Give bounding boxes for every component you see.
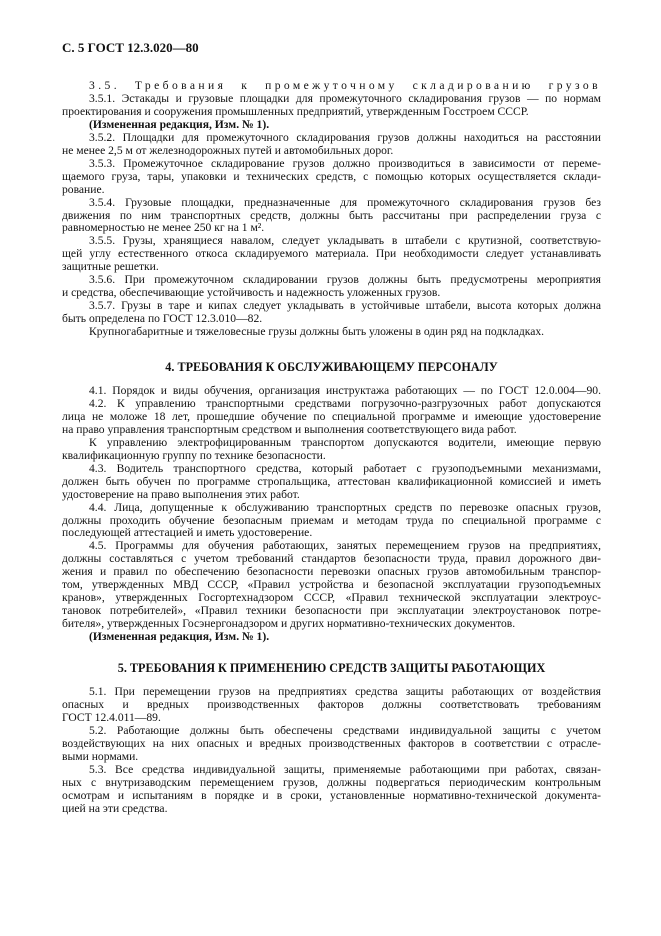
text-line: том, утвержденных МВД СССР, «Правил устройства и безопасной эксплуатации грузоподъемных [62, 578, 601, 592]
text-line: Крупногабаритные и тяжеловесные грузы должны быть уложены в один ряд на подкладках. [89, 325, 545, 339]
section-5-heading: 5. ТРЕБОВАНИЯ К ПРИМЕНЕНИЮ СРЕДСТВ ЗАЩИТЫ РАБОТАЮЩИХ [117, 661, 546, 675]
paragraph [62, 385, 601, 398]
paragraph [62, 235, 601, 274]
text-line: не менее 2,5 м от железнодорожных путей и автомобильных дорог. [62, 143, 394, 157]
paragraph [62, 725, 601, 764]
paragraph [62, 540, 601, 631]
text-line: К управлению электрофицированным транспортом допускаются водители, имеющие первую [89, 435, 601, 449]
text-line: 3.5.1. Эстакады и грузовые площадки для промежуточного складирования грузов — по нормам [89, 91, 601, 105]
paragraph [62, 398, 601, 437]
text-line: квалификационную группу по технике безопасности. [62, 448, 326, 462]
text-line: 4.1. Порядок и виды обучения, организация инструктажа работающих — по ГОСТ 12.0.004—90. [89, 384, 601, 397]
page-header: С. 5 ГОСТ 12.3.020—80 [62, 40, 199, 55]
text-line: и средства, обеспечивающие устойчивость и надежность уложенных грузов. [62, 286, 441, 300]
text-line: выми нормами. [62, 749, 139, 763]
paragraph [62, 132, 601, 158]
text-line: кранов», утвержденных Госгортехнадзором СССР, «Правил технической эксплуатации электроус- [62, 591, 601, 605]
text-line: 3.5. Требования к промежуточному складированию грузов [89, 79, 601, 92]
text-line: воздействующих на них опасных и вредных производственных факторов в соответствии с отрасле- [62, 736, 601, 750]
text-line: 5.1. При перемещении грузов на предприятиях средства защиты работающих от воздействия [89, 685, 601, 698]
paragraph [62, 80, 601, 93]
text-line: удостоверение на право выполнения этих работ. [62, 487, 300, 501]
text-line: должен быть обучен по программе стропальщика, аттестован квалификационной комиссией и иметь [62, 474, 601, 488]
text-line: 5.3. Все средства индивидуальной защиты, применяемые работающими при работах, связан- [89, 762, 601, 776]
text-line: щей углу естественного откоса складируемого материала. При необходимости следует устанавливать [62, 247, 601, 261]
text-line: (Измененная редакция, Изм. № 1). [89, 630, 270, 644]
paragraph [62, 686, 601, 725]
paragraph [62, 437, 601, 463]
text-line: защитные решетки. [62, 260, 159, 274]
text-line: должны составляться с учетом требований стандартов безопасности труда, правил дорожного дви- [62, 552, 601, 566]
text-line: быть определена по ГОСТ 12.3.010—82. [62, 312, 263, 326]
text-line: 3.5.7. Грузы в таре и кипах следует укладывать в устойчивые штабели, высота которых должна [89, 299, 601, 313]
text-line: щаемого груза, тары, упаковки и технических средств, с помощью которых осуществляется склади- [62, 169, 601, 183]
text-line: равномерностью не менее 250 кг на 1 м². [62, 221, 265, 235]
text-line: проектирования и сооружения промышленных предприятий, утвержденным Госстроем СССР. [62, 104, 529, 118]
text-line: 5.2. Работающие должны быть обеспечены средствами индивидуальной защиты с учетом [89, 723, 601, 737]
text-line: 4.4. Лица, допущенные к обслуживанию транспортных средств по перевозке опасных грузов, [89, 500, 601, 514]
paragraph [62, 274, 601, 300]
paragraph [62, 463, 601, 502]
section-4-heading: 4. ТРЕБОВАНИЯ К ОБСЛУЖИВАЮЩЕМУ ПЕРСОНАЛУ [165, 360, 498, 374]
text-line: бителя», утвержденных Госэнергонадзором и других нормативно-технических документов. [62, 617, 516, 631]
section-3-text [62, 80, 601, 339]
text-line: осмотрам и испытаниям в порядке и в сроки, установленные нормативно-технической документа- [62, 788, 601, 802]
text-line: последующей аттестацией и иметь удостоверение. [62, 526, 313, 540]
text-line: должны проходить обучение безопасным приемам и методам труда по специальной программе с [62, 513, 601, 527]
paragraph [62, 631, 601, 644]
text-line: ГОСТ 12.4.011—89. [62, 710, 161, 724]
paragraph [62, 300, 601, 326]
text-line: 4.5. Программы для обучения работающих, занятых перемещением грузов на предприятиях, [89, 539, 601, 553]
text-line: 4.3. Водитель транспортного средства, который работает с грузоподъемными механизмами, [89, 461, 601, 475]
text-line: движения по ним транспортных средств, должны быть рассчитаны при распределении груза с [62, 208, 601, 222]
text-line: рование. [62, 182, 105, 196]
paragraph [62, 326, 601, 339]
text-line: 3.5.5. Грузы, хранящиеся навалом, следует укладывать в штабели с крутизной, соответствую- [89, 234, 601, 248]
text-line: (Измененная редакция, Изм. № 1). [89, 117, 270, 131]
section-5-text [62, 686, 601, 816]
paragraph [62, 158, 601, 197]
paragraph [62, 197, 601, 236]
text-line: 3.5.6. При промежуточном складировании грузов должны быть предусмотрены мероприятия [89, 273, 601, 287]
paragraph [62, 764, 601, 816]
section-4-text [62, 385, 601, 644]
text-line: жения и правил по обеспечению безопасности перевозки опасных грузов автомобильным транспор- [62, 565, 601, 579]
text-line: опасных и вредных производственных факторов должны соответствовать требованиям [62, 697, 601, 711]
text-line: 4.2. К управлению транспортными средствами погрузочно-разгрузочных работ допускаются [89, 396, 601, 410]
paragraph [62, 119, 601, 132]
text-line: на право управления транспортным средством и выполнения соответствующего вида работ. [62, 422, 517, 436]
paragraph [62, 502, 601, 541]
text-line: 3.5.3. Промежуточное складирование грузов должно производиться в зависимости от переме- [89, 156, 601, 170]
text-line: тановок потребителей», «Правил техники безопасности при эксплуатации электроустановок потре- [62, 604, 601, 618]
text-line: цией на эти средства. [62, 801, 168, 815]
paragraph [62, 93, 601, 119]
text-line: лица не моложе 18 лет, прошедшие обучение по специальной программе и имеющие удостоверение [62, 409, 601, 423]
text-line: 3.5.4. Грузовые площадки, предназначенные для промежуточного складирования грузов без [89, 195, 601, 209]
text-line: ных с внутризаводским перемещением грузов, должны подвергаться периодическим контрольным [62, 775, 601, 789]
text-line: 3.5.2. Площадки для промежуточного складирования грузов должны находиться на расстоянии [89, 130, 601, 144]
